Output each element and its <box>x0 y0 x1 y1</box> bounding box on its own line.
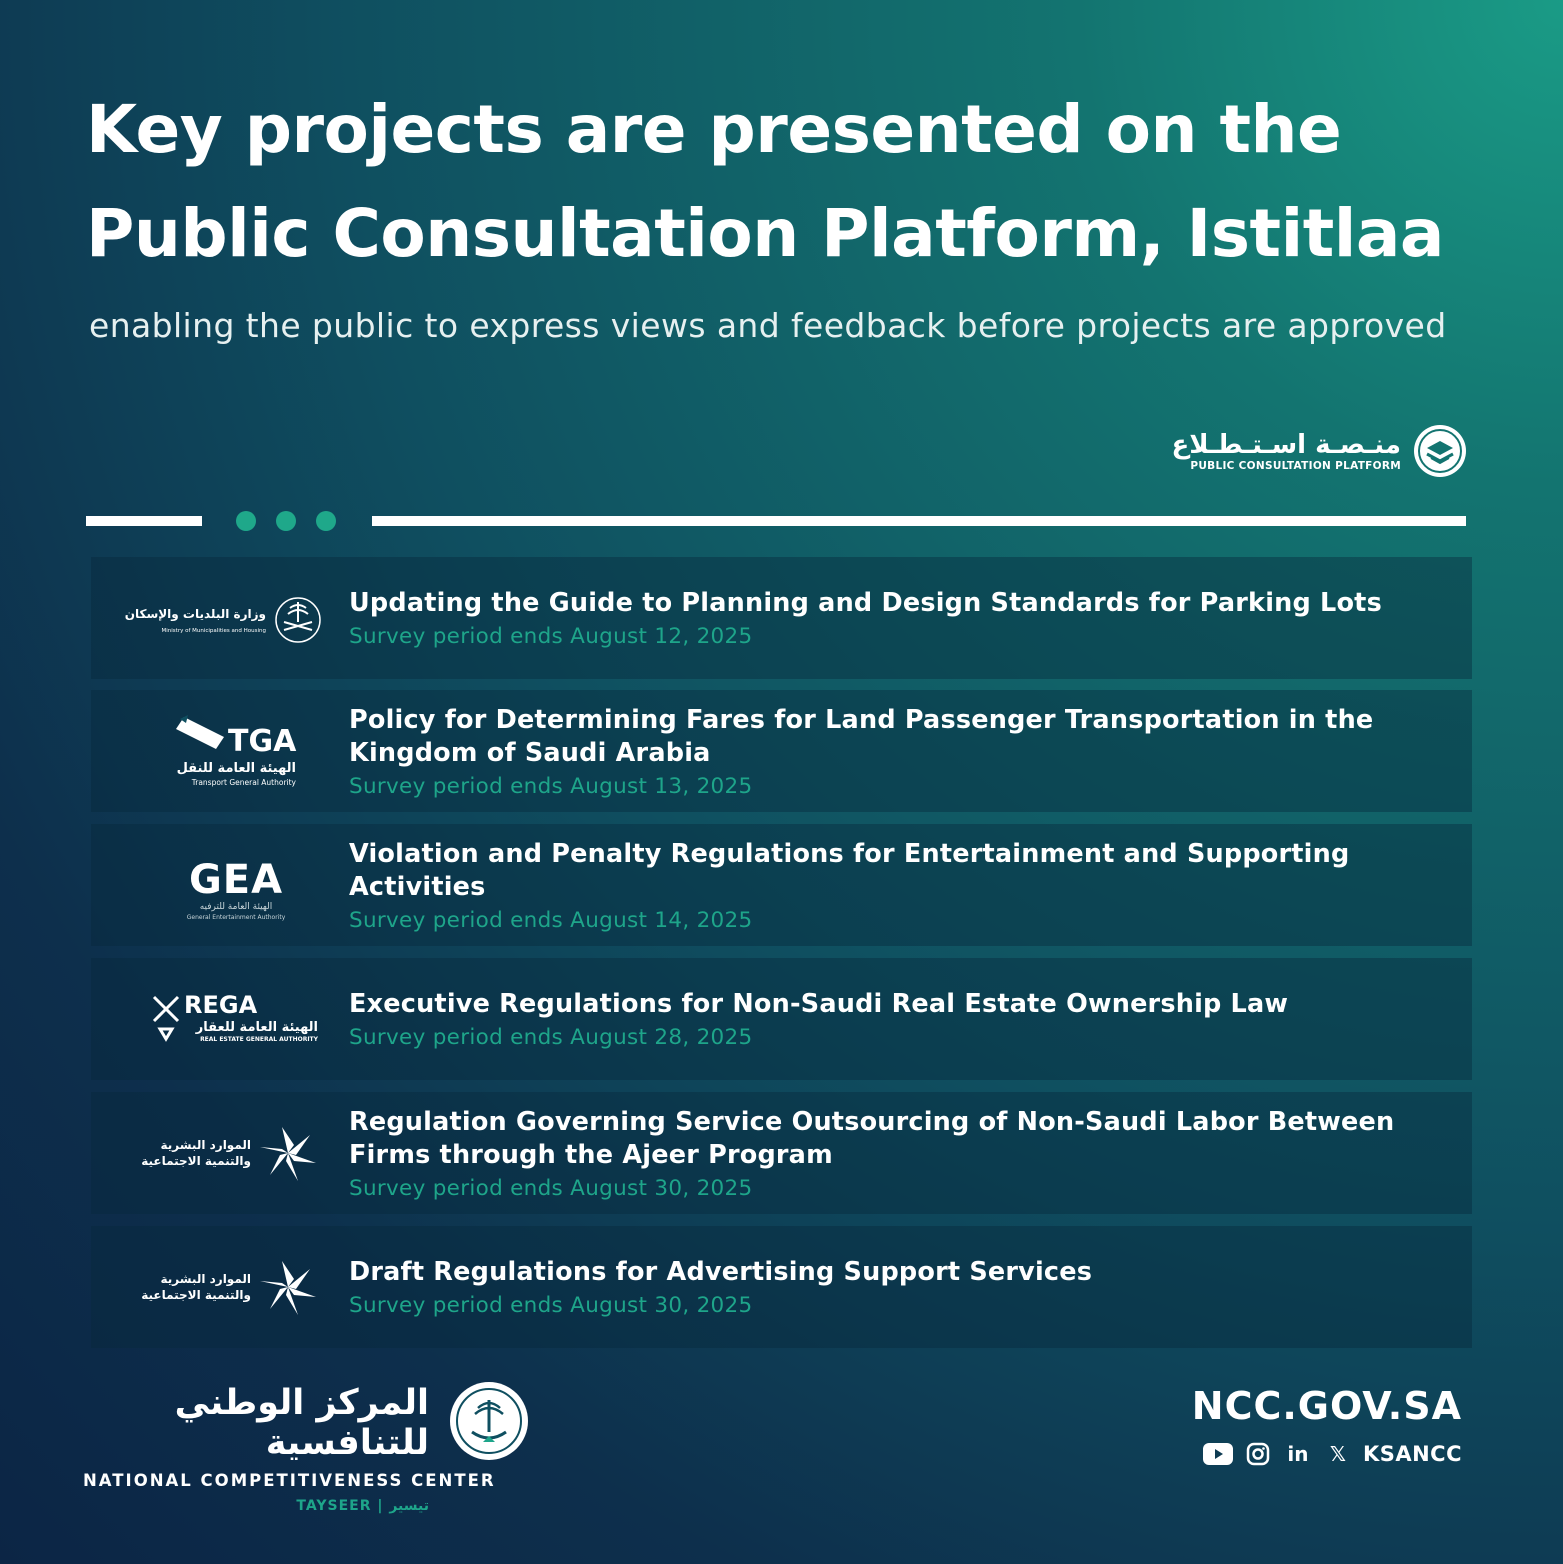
logo-english-text: Ministry of Municipalities and Housing <box>161 628 266 634</box>
tga-wordmark: TGA <box>228 724 297 759</box>
gea-wordmark: GEA <box>188 857 284 903</box>
page-subtitle: enabling the public to express views and feedback before projects are approved <box>89 306 1447 345</box>
logo-arabic-text: وزارة البلديات والإسكان <box>124 607 266 621</box>
title-line-1: Key projects are presented on the <box>86 91 1342 168</box>
platform-name-english: PUBLIC CONSULTATION PLATFORM <box>1190 460 1401 472</box>
instagram-icon[interactable] <box>1243 1443 1273 1465</box>
divider-right <box>372 516 1466 526</box>
survey-end-date: Survey period ends August 30, 2025 <box>349 1175 753 1201</box>
project-row <box>91 958 1472 1080</box>
ncc-name-english: NATIONAL COMPETITIVENESS CENTER <box>83 1471 496 1490</box>
project-title: Updating the Guide to Planning and Design Standards for Parking Lots <box>349 588 1382 618</box>
logo-arabic-text: الموارد البشرية <box>160 1138 251 1152</box>
project-title: Violation and Penalty Regulations for Entertainment and Supporting Activities <box>349 838 1350 902</box>
social-handle[interactable]: KSANCC <box>1362 1442 1462 1466</box>
youtube-icon[interactable] <box>1203 1443 1233 1465</box>
logo-arabic-text: الهيئة العامة للترفيه <box>199 902 273 912</box>
logo-arabic-text: والتنمية الاجتماعية <box>141 1154 251 1168</box>
website-link[interactable]: NCC.GOV.SA <box>1191 1384 1462 1428</box>
ncc-name-arabic: المركز الوطني للتنافسية <box>174 1383 429 1463</box>
hrsd-logo <box>121 1092 351 1214</box>
tga-logo <box>121 690 351 812</box>
project-title: Regulation Governing Service Outsourcing of Non-Saudi Labor Between Firms through the Ajeer Program <box>349 1106 1395 1170</box>
project-row <box>91 824 1472 946</box>
project-row <box>91 690 1472 812</box>
ministry-municipalities-housing-logo <box>121 557 351 679</box>
platform-name-arabic: منـصـة اسـتـطـلاع <box>1171 430 1401 460</box>
logo-arabic-text: الهيئة العامة للنقل <box>176 761 296 776</box>
social-links <box>1192 1442 1462 1466</box>
logo-english-text: REAL ESTATE GENERAL AUTHORITY <box>200 1036 318 1043</box>
ncc-logo <box>83 1383 496 1514</box>
survey-end-date: Survey period ends August 13, 2025 <box>349 773 753 799</box>
rega-logo <box>121 958 351 1080</box>
contact-block <box>1192 1384 1462 1466</box>
title-line-2: Public Consultation Platform, Istitlaa <box>86 195 1444 272</box>
project-title: Executive Regulations for Non-Saudi Real Estate Ownership Law <box>349 989 1289 1019</box>
logo-arabic-text: والتنمية الاجتماعية <box>141 1288 251 1302</box>
project-title: Policy for Determining Fares for Land Passenger Transportation in the Kingdom of Saudi Arabia <box>349 704 1374 768</box>
logo-arabic-text: الهيئة العامة للعقار <box>195 1020 318 1035</box>
survey-end-date: Survey period ends August 28, 2025 <box>349 1025 753 1050</box>
logo-english-text: General Entertainment Authority <box>186 914 286 921</box>
project-row <box>91 1092 1472 1214</box>
survey-end-date: Survey period ends August 12, 2025 <box>349 624 753 649</box>
decorative-dot <box>236 511 256 531</box>
project-row <box>91 557 1472 679</box>
rega-wordmark: REGA <box>184 991 258 1019</box>
gea-logo <box>121 824 351 946</box>
decorative-dot <box>316 511 336 531</box>
istitlaa-icon <box>1413 424 1467 478</box>
ncc-emblem-icon <box>448 1380 530 1462</box>
decorative-dot <box>276 511 296 531</box>
linkedin-icon[interactable]: in <box>1287 1442 1309 1466</box>
x-icon[interactable]: 𝕏 <box>1329 1442 1346 1466</box>
istitlaa-platform-logo <box>1171 424 1467 478</box>
tayseer-label: TAYSEER | تيسير <box>296 1498 429 1514</box>
logo-english-text: Transport General Authority <box>191 778 296 787</box>
page-title <box>86 78 1486 286</box>
logo-arabic-text: الموارد البشرية <box>160 1272 251 1286</box>
project-row <box>91 1226 1472 1348</box>
survey-end-date: Survey period ends August 30, 2025 <box>349 1293 753 1318</box>
project-title: Draft Regulations for Advertising Support Services <box>349 1257 1093 1287</box>
divider-left <box>86 516 202 526</box>
hrsd-logo <box>121 1226 351 1348</box>
survey-end-date: Survey period ends August 14, 2025 <box>349 907 753 933</box>
